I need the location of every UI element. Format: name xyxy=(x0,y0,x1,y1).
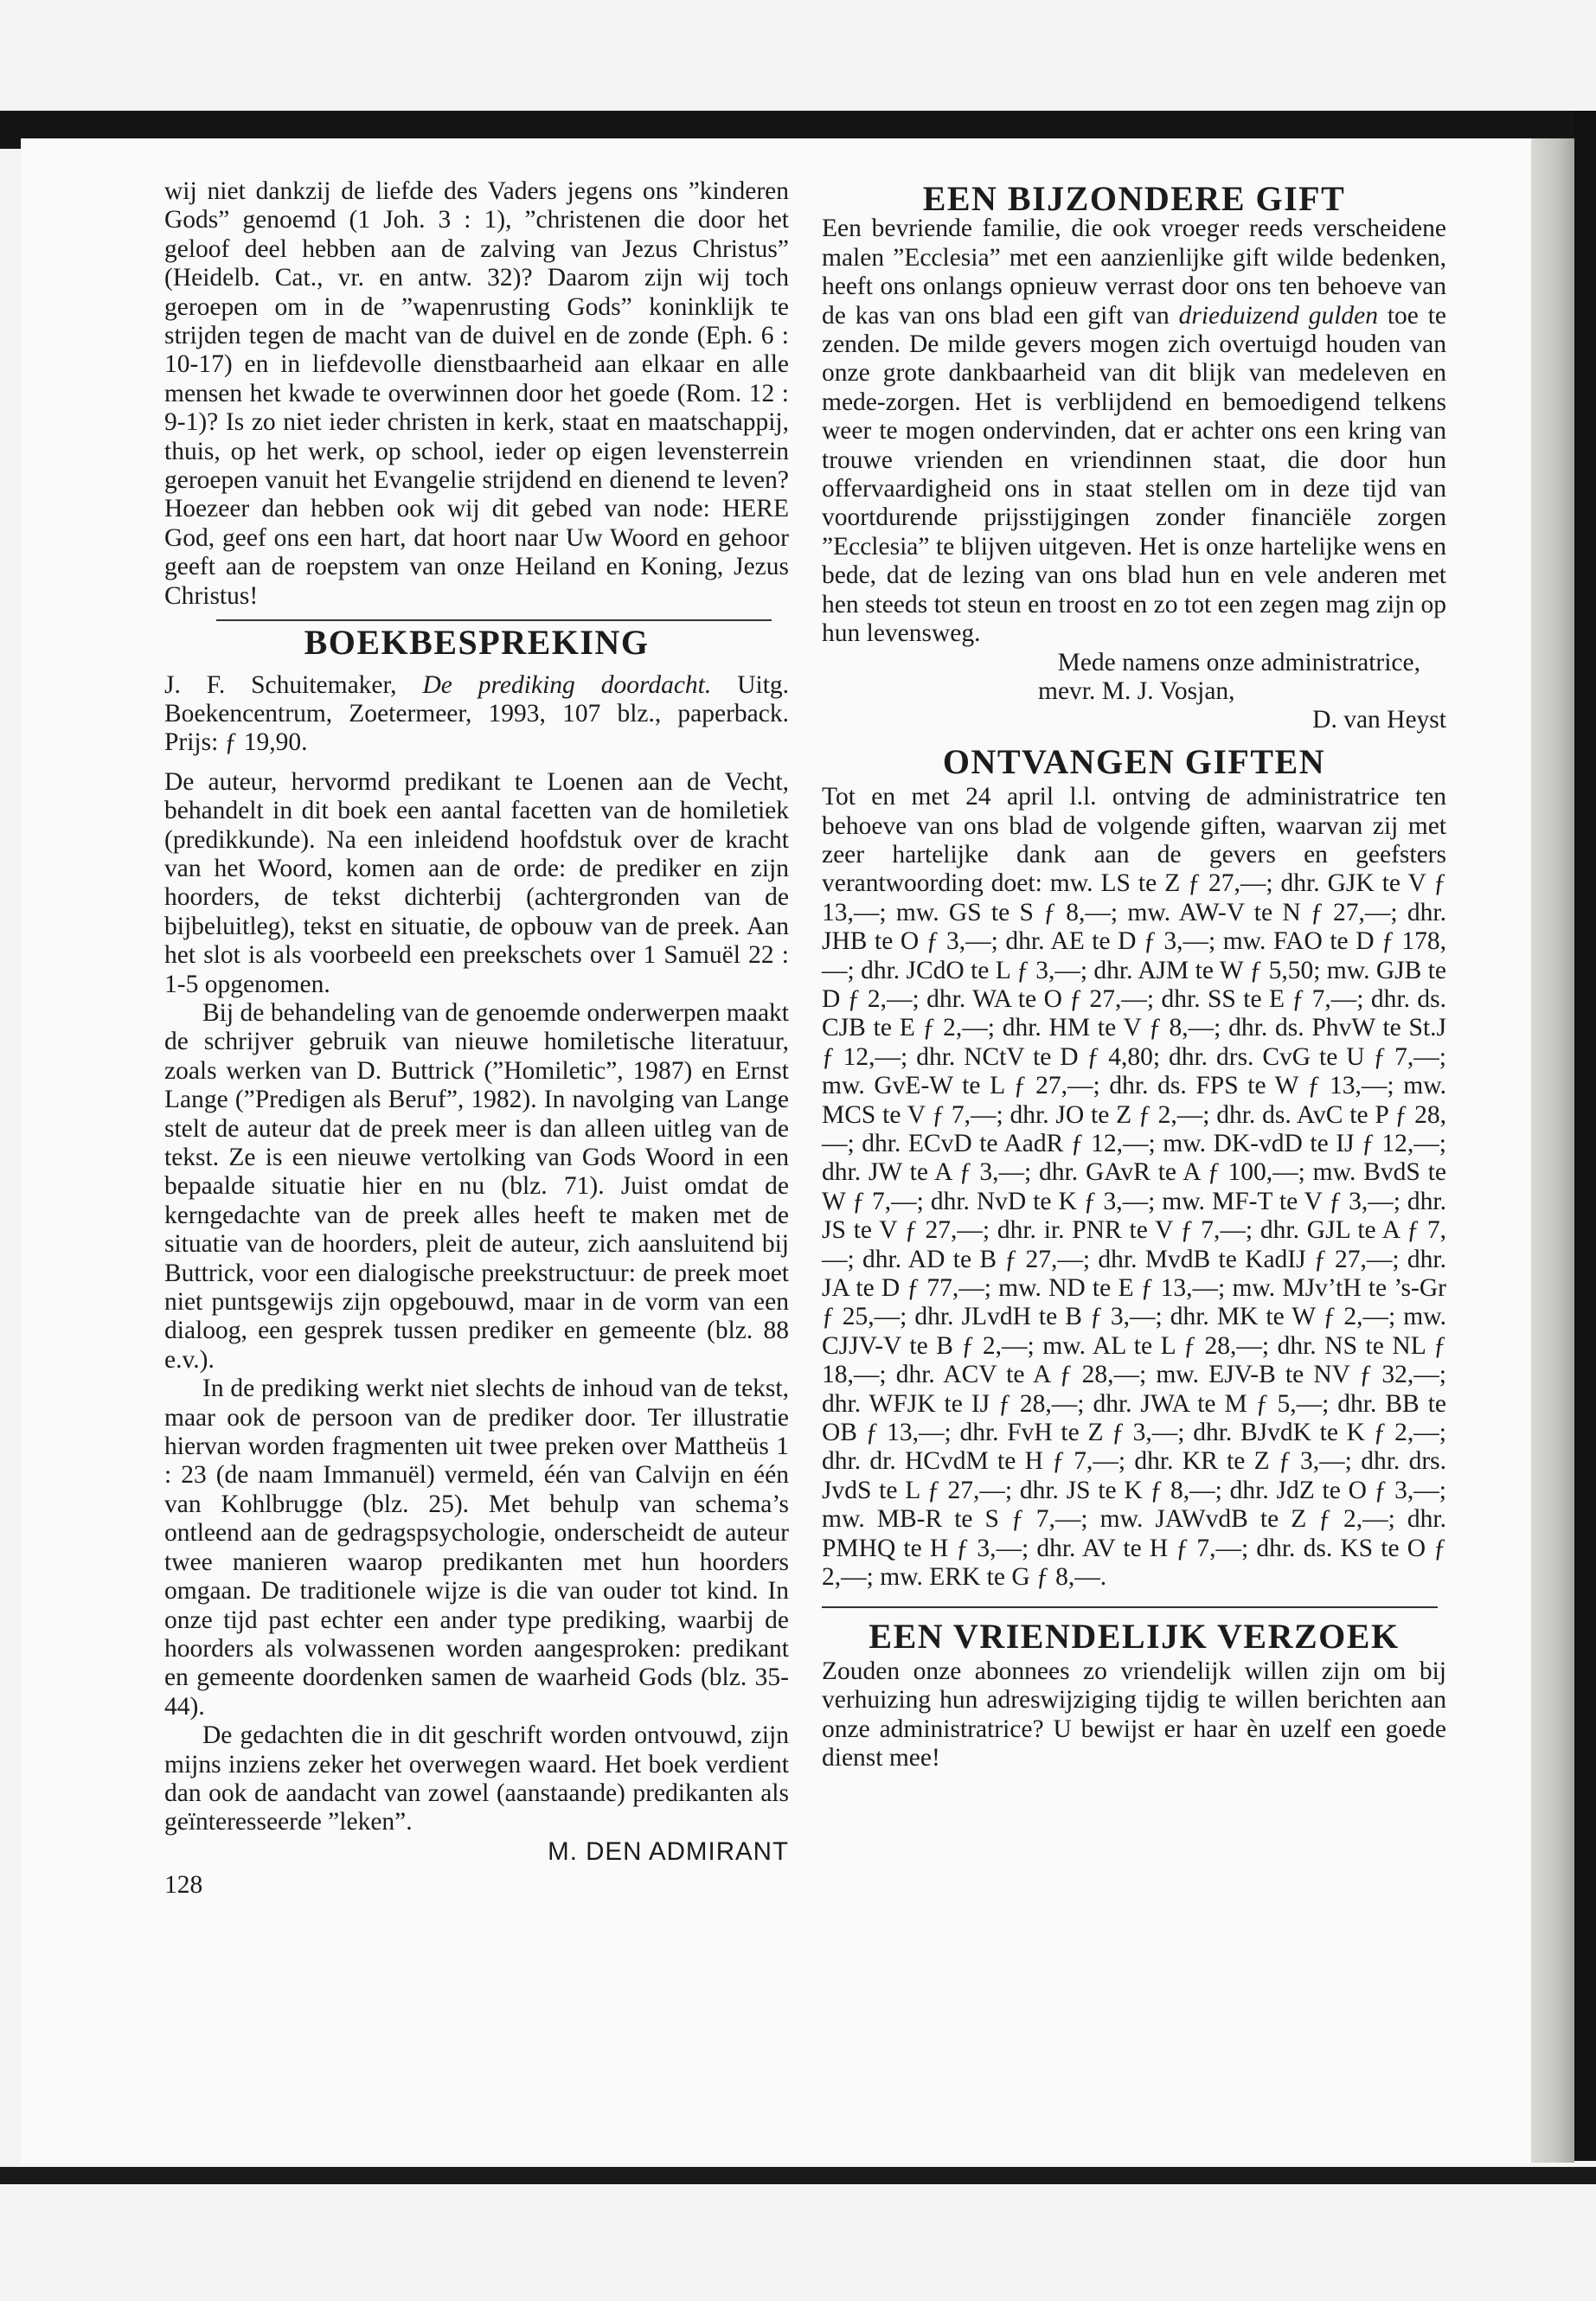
scan-border-right xyxy=(1574,111,1596,2161)
request-paragraph: Zouden onze abonnees zo vriendelijk willen zijn om bij verhuizing hun adreswijziging tijdig te willen berichten aan onze administratrice? U bewijst er haar èn uzelf een goede dienst mee! xyxy=(822,1657,1446,1772)
intro-paragraph: wij niet dankzij de liefde des Vaders jegens ons ”kinderen Gods” genoemd (1 Joh. 3 : 1), ”christenen die door het geloof deel hebben aan de zalving van Jezus Christus” (Heidelb. Cat., vr. en antw. 32)? Daarom zijn wij toch geroepen om in de ”wapenrusting Gods” koninklijk te strijden tegen de macht van de duivel en de zonde (Eph. 6 : 10-17) en in liefdevolle dienstbaarheid aan elkaar en alle mensen het kwade te overwinnen door het goede (Rom. 12 : 9-1)? Is zo niet ieder christen in kerk, staat en maatschappij, thuis, op het werk, op school, ieder op eigen levensterrein geroepen vanuit het Evangelie strijdend en dienend te leven? Hoezeer dan hebben ook wij dit gebed van node: HERE God, geef ons een hart, dat hoort naar Uw Woord en gehoor geeft aan de roepstem van onze Heiland en Koning, Jezus Christus! xyxy=(164,177,789,610)
gift-heading: EEN BIJZONDERE GIFT xyxy=(922,179,1346,218)
signature-line-3: D. van Heyst xyxy=(1312,706,1446,734)
gift-text-after: toe te zenden. De milde gevers mogen zich overtuigd houden van onze grote dankbaarheid van dit blijk van medeleven en mede-zorgen. Het is verblijdend en bemoedigend telkens weer te mogen ondervinden, dat er achter ons een kring van trouwe vrienden en vriendinnen staat, die door hun offervaardigheid ons in staat stellen om in deze tijd van voortdurende prijsstijgingen zonder financiële zorgen ”Ecclesia” te blijven uitgeven. Het is onze hartelijke wens en bede, dat de lezing van ons blad hun en vele anderen met hen steeds tot steun en troost en zo tot een zegen mag zijn op hun levensweg. xyxy=(822,301,1446,648)
review-paragraph-1: De auteur, hervormd predikant te Loenen aan de Vecht, behandelt in dit boek een aantal facetten van de homiletiek (predikkunde). Na een inleidend hoofdstuk over de kracht van het Woord, komen aan de orde: de prediker en zijn hoorders, de tekst dichterbij (achtergronden van de bijbeluitleg), tekst en situatie, de opbouw van de preek. Aan het slot is als voorbeeld een preekschets over 1 Samuël 22 : 1-5 opgenomen. xyxy=(164,767,789,998)
signature-line-1: Mede namens onze administratrice, xyxy=(1057,648,1420,676)
page-number: 128 xyxy=(164,1871,203,1900)
section-divider xyxy=(216,619,772,621)
book-title: De prediking doordacht. xyxy=(422,670,712,699)
review-signature: M. DEN ADMIRANT xyxy=(548,1836,789,1866)
gift-text-before: Een bevriende familie, die ook vroeger reeds verscheidene malen ”Ecclesia” met een aanzienlijke gift wilde bedenken, heeft ons onlangs opnieuw verrast door ons ten behoeve van de kas van ons blad een gift van xyxy=(822,215,1446,330)
left-column xyxy=(164,177,789,1900)
scan-border-bottom xyxy=(0,2167,1596,2184)
received-gifts-list: Tot en met 24 april l.l. ontving de administratrice ten behoeve van ons blad de volgende giften, waarvan zij met zeer hartelijke dank aan de gevers en geefsters verantwoording doet: mw. LS te Z ƒ 27,—; dhr. GJK te V ƒ 13,—; mw. GS te S ƒ 8,—; mw. AW-V te N ƒ 27,—; dhr. JHB te O ƒ 3,—; dhr. AE te D ƒ 3,—; mw. FAO te D ƒ 178,—; dhr. JCdO te L ƒ 3,—; dhr. AJM te W ƒ 5,50; mw. GJB te D ƒ 2,—; dhr. WA te O ƒ 27,—; dhr. SS te E ƒ 7,—; dhr. ds. CJB te E ƒ 2,—; dhr. HM te V ƒ 8,—; dhr. ds. PhvW te St.J ƒ 12,—; dhr. NCtV te D ƒ 4,80; dhr. drs. CvG te U ƒ 7,—; mw. GvE-W te L ƒ 27,—; dhr. ds. FPS te W ƒ 13,—; mw. MCS te V ƒ 7,—; dhr. JO te Z ƒ 2,—; dhr. ds. AvC te P ƒ 28,—; dhr. ECvD te AadR ƒ 12,—; mw. DK-vdD te IJ ƒ 12,—; dhr. JW te A ƒ 3,—; dhr. GAvR te A ƒ 100,—; mw. BvdS te W ƒ 7,—; dhr. NvD te K ƒ 3,—; mw. MF-T te V ƒ 3,—; dhr. JS te V ƒ 27,—; dhr. ir. PNR te V ƒ 7,—; dhr. GJL te A ƒ 7,—; dhr. AD te B ƒ 27,—; dhr. MvdB te KadIJ ƒ 27,—; dhr. JA te D ƒ 77,—; mw. ND te E ƒ 13,—; mw. MJv’tH te ’s-Gr ƒ 25,—; dhr. JLvdH te B ƒ 3,—; dhr. MK te W ƒ 2,—; mw. CJJV-V te B ƒ 2,—; mw. AL te L ƒ 28,—; dhr. NS te NL ƒ 18,—; dhr. ACV te A ƒ 28,—; mw. EJV-B te NV ƒ 32,—; dhr. WFJK te IJ ƒ 28,—; dhr. JWA te M ƒ 5,—; dhr. BB te OB ƒ 13,—; dhr. FvH te Z ƒ 3,—; dhr. BJvdK te K ƒ 2,—; dhr. dr. HCvdM te H ƒ 7,—; dhr. KR te Z ƒ 3,—; dhr. drs. JvdS te L ƒ 27,—; dhr. JS te K ƒ 8,—; dhr. JdZ te O ƒ 3,—; mw. MB-R te S ƒ 7,—; mw. JAWvdB te Z ƒ 2,—; dhr. PMHQ te H ƒ 3,—; dhr. AV te H ƒ 7,—; dhr. ds. KS te O ƒ 2,—; mw. ERK te G ƒ 8,—. xyxy=(822,783,1446,1592)
page-edge-shadow xyxy=(1531,138,1574,2163)
gift-amount: drieduizend gulden xyxy=(1178,301,1379,330)
review-paragraph-4: De gedachten die in dit geschrift worden ontvouwd, zijn mijns inziens zeker het overwegen waard. Het boek verdient dan ook de aandacht van zowel (aanstaande) predikanten als geïnteresseerde ”leken”. xyxy=(164,1721,789,1836)
received-heading: ONTVANGEN GIFTEN xyxy=(942,741,1326,781)
gift-paragraph xyxy=(822,215,1446,648)
request-heading: EEN VRIENDELIJK VERZOEK xyxy=(869,1616,1400,1656)
book-citation xyxy=(164,671,789,758)
signature-line-2: mevr. M. J. Vosjan, xyxy=(1038,676,1235,705)
review-heading: BOEKBESPREKING xyxy=(304,623,650,663)
book-details: Uitg. Boekencentrum, Zoetermeer, 1993, 107 blz., paperback. Prijs: ƒ 19,90. xyxy=(164,670,790,757)
review-paragraph-3: In de prediking werkt niet slechts de inhoud van de tekst, maar ook de persoon van de prediker door. Ter illustratie hiervan worden fragmenten uit twee preken over Mattheüs 1 : 23 (de naam Immanuël) vermeld, één van Calvijn en één van Kohlbrugge (blz. 25). Met behulp van schema’s ontleend aan de gedragspsychologie, onderscheidt de auteur twee manieren waarop predikanten met hun hoorders omgaan. De traditionele wijze is die van ouder tot kind. In onze tijd past echter een ander type prediking, waarbij de hoorders als volwassenen worden aangesproken: predikant en gemeente doordenken samen de waarheid Gods (blz. 35-44). xyxy=(164,1375,789,1721)
book-author: J. F. Schuitemaker, xyxy=(164,670,397,699)
right-column xyxy=(822,177,1446,1773)
section-divider-right xyxy=(822,1606,1438,1608)
review-paragraph-2: Bij de behandeling van de genoemde onderwerpen maakt de schrijver gebruik van nieuwe homiletische literatuur, zoals werken van D. Buttrick (”Homiletic”, 1987) en Ernst Lange (”Predigen als Beruf”, 1982). In navolging van Lange stelt de auteur dat de preek meer is dan alleen uitleg van de tekst. Ze is een nieuwe vertolking van Gods Woord in een bepaalde situatie hier en nu (blz. 71). Juist omdat de kerngedachte van de preek alles heeft te maken met de situatie van de hoorders, pleit de auteur, zich aansluitend bij Buttrick, voor een dialogische preekstructuur: de preek moet niet puntsgewijs zijn opgebouwd, maar in de vorm van een dialoog, een gesprek tussen prediker en gemeente (blz. 88 e.v.). xyxy=(164,998,789,1374)
